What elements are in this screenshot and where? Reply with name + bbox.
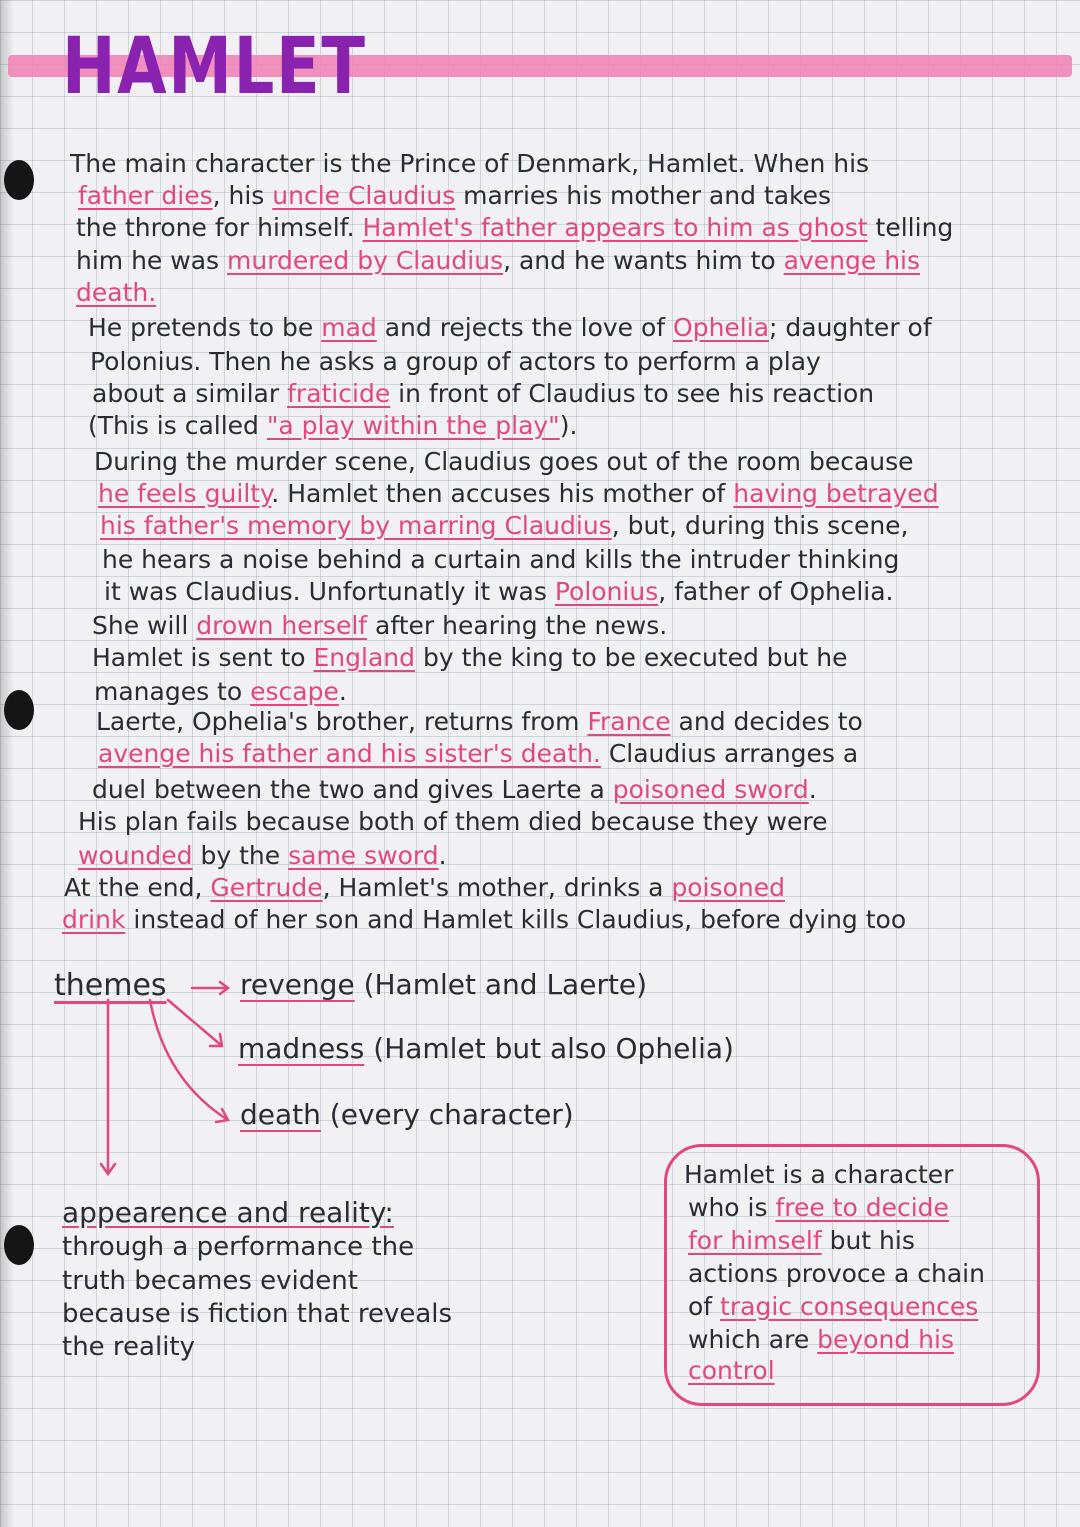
highlighted-phrase: beyond his	[817, 1325, 954, 1354]
note-line	[688, 1292, 978, 1321]
text-fragment: Claudius arranges a	[600, 739, 859, 768]
theme-name: death	[240, 1098, 321, 1131]
text-fragment: Hamlet is a character	[684, 1160, 954, 1189]
highlighted-phrase: murdered by Claudius	[227, 246, 504, 275]
highlighted-phrase: mad	[321, 313, 377, 342]
paragraph-line	[88, 410, 577, 442]
note-line	[688, 1356, 775, 1385]
note-line	[688, 1193, 949, 1222]
text-fragment: , and he wants him to	[503, 246, 784, 275]
text-fragment: She will	[92, 611, 197, 640]
note-line	[688, 1226, 915, 1255]
highlighted-phrase: fraticide	[287, 379, 391, 408]
paragraph-line	[98, 478, 939, 510]
highlighted-phrase: free to decide	[775, 1193, 949, 1222]
text-fragment: ; daughter of	[769, 313, 932, 342]
highlighted-phrase: "a play within the play"	[266, 411, 560, 440]
highlighted-phrase: his father's memory by marring Claudius	[100, 511, 612, 540]
text-fragment: .	[808, 775, 817, 804]
note-line	[688, 1259, 985, 1288]
text-fragment: which are	[688, 1325, 818, 1354]
text-fragment: .	[338, 677, 347, 706]
highlighted-phrase: avenge his father and his sister's death.	[98, 739, 601, 768]
text-fragment: duel between the two and gives Laerte a	[92, 775, 613, 804]
paragraph-line	[94, 676, 347, 708]
text-fragment: about a similar	[92, 379, 288, 408]
theme-name: madness	[238, 1032, 365, 1065]
text-fragment: manages to	[94, 677, 251, 706]
highlighted-phrase: France	[587, 707, 671, 736]
paragraph-line	[92, 378, 874, 410]
highlighted-phrase: having betrayed	[733, 479, 939, 508]
paragraph-line	[62, 904, 906, 936]
text-fragment: ).	[559, 411, 578, 440]
text-fragment: of	[688, 1292, 721, 1321]
appearance-line: because is fiction that reveals	[62, 1299, 453, 1329]
page-title: HAMLET	[62, 22, 367, 112]
text-fragment: .	[438, 841, 447, 870]
text-fragment: , Hamlet's mother, drinks a	[322, 873, 672, 902]
theme-revenge	[240, 968, 647, 1001]
highlighted-phrase: death.	[76, 278, 157, 307]
page-edge-shadow	[0, 0, 14, 1527]
text-fragment: and rejects the love of	[376, 313, 674, 342]
highlighted-phrase: escape	[250, 677, 339, 706]
paragraph-line	[94, 446, 914, 478]
binder-hole	[4, 690, 34, 730]
highlighted-phrase: poisoned	[671, 873, 785, 902]
text-fragment: His plan fails because both of them died because they were	[78, 807, 828, 836]
theme-death	[240, 1098, 574, 1131]
paragraph-line	[76, 212, 953, 244]
binder-hole	[4, 160, 34, 200]
text-fragment: by the	[192, 841, 289, 870]
text-fragment: , father of Ophelia.	[658, 577, 894, 606]
highlighted-phrase: Hamlet's father appears to him as ghost	[362, 213, 868, 242]
paragraph-line	[100, 510, 909, 542]
paragraph-line	[90, 346, 821, 378]
text-fragment: but his	[821, 1226, 915, 1255]
highlighted-phrase: he feels guilty	[98, 479, 272, 508]
text-fragment: Polonius. Then he asks a group of actors to perform a play	[90, 347, 821, 376]
theme-name: revenge	[240, 968, 355, 1001]
arrow-to-appearance	[101, 1000, 115, 1174]
text-fragment: instead of her son and Hamlet kills Claudius, before dying too	[125, 905, 907, 934]
paragraph-line	[70, 148, 869, 180]
text-fragment: in front of Claudius to see his reaction	[390, 379, 875, 408]
theme-madness	[238, 1032, 734, 1065]
theme-note: (Hamlet but also Ophelia)	[373, 1032, 734, 1065]
paragraph-line	[64, 872, 785, 904]
highlighted-phrase: wounded	[78, 841, 193, 870]
paragraph-line	[92, 774, 817, 806]
highlighted-phrase: avenge his	[783, 246, 921, 275]
text-fragment: , his	[212, 181, 273, 210]
highlighted-phrase: control	[688, 1356, 775, 1385]
highlighted-phrase: Polonius	[554, 577, 659, 606]
paragraph-line	[104, 576, 893, 608]
text-fragment: During the murder scene, Claudius goes out of the room because	[94, 447, 914, 476]
highlighted-phrase: uncle Claudius	[272, 181, 456, 210]
text-fragment: At the end,	[64, 873, 211, 902]
highlighted-phrase: tragic consequences	[720, 1292, 979, 1321]
themes-label: themes	[54, 968, 167, 1003]
text-fragment: he hears a noise behind a curtain and kills the intruder thinking	[102, 545, 900, 574]
text-fragment: who is	[688, 1193, 776, 1222]
text-fragment: marries his mother and takes	[455, 181, 832, 210]
text-fragment: actions provoce a chain	[688, 1259, 985, 1288]
text-fragment: after hearing the news.	[367, 611, 668, 640]
text-fragment: . Hamlet then accuses his mother of	[271, 479, 734, 508]
text-fragment: and decides to	[670, 707, 863, 736]
paragraph-line	[98, 738, 858, 770]
paragraph-line	[78, 806, 828, 838]
text-fragment: it was Claudius. Unfortunatly it was	[104, 577, 555, 606]
text-fragment: The main character is the Prince of Denmark, Hamlet. When his	[70, 149, 870, 178]
highlighted-phrase: Gertrude	[210, 873, 323, 902]
paragraph-line	[92, 610, 667, 642]
highlighted-phrase: drink	[62, 905, 126, 934]
paragraph-line	[102, 544, 899, 576]
text-fragment: , but, during this scene,	[611, 511, 909, 540]
text-fragment: by the king to be executed but he	[415, 643, 848, 672]
appearance-line: truth becames evident	[62, 1266, 358, 1296]
appearance-line: through a performance the	[62, 1232, 415, 1262]
arrow-to-revenge	[192, 982, 228, 994]
text-fragment: him he was	[76, 246, 228, 275]
theme-note: (every character)	[329, 1098, 574, 1131]
binder-hole	[4, 1225, 34, 1265]
arrow-to-death	[150, 1000, 228, 1122]
arrow-to-madness	[168, 1000, 222, 1046]
text-fragment: (This is called	[88, 411, 267, 440]
text-fragment: Hamlet is sent to	[92, 643, 314, 672]
highlighted-phrase: England	[313, 643, 416, 672]
note-line	[688, 1325, 954, 1354]
text-fragment: telling	[867, 213, 954, 242]
highlighted-phrase: poisoned sword	[612, 775, 809, 804]
highlighted-phrase: Ophelia	[673, 313, 770, 342]
text-fragment: the throne for himself.	[76, 213, 363, 242]
appearance-heading: appearence and reality:	[62, 1196, 394, 1229]
highlighted-phrase: father dies	[78, 181, 213, 210]
paragraph-line	[88, 312, 932, 344]
paragraph-line	[96, 706, 863, 738]
text-fragment: He pretends to be	[88, 313, 322, 342]
paragraph-line	[92, 642, 848, 674]
highlighted-phrase: same sword	[288, 841, 439, 870]
note-line	[684, 1160, 953, 1189]
text-fragment: Laerte, Ophelia's brother, returns from	[96, 707, 588, 736]
highlighted-phrase: drown herself	[196, 611, 368, 640]
paragraph-line	[76, 245, 920, 277]
highlighted-phrase: for himself	[688, 1226, 822, 1255]
paragraph-line	[78, 180, 831, 212]
paragraph-line	[76, 277, 156, 309]
paragraph-line	[78, 840, 447, 872]
theme-note: (Hamlet and Laerte)	[363, 968, 648, 1001]
appearance-line: the reality	[62, 1332, 196, 1362]
